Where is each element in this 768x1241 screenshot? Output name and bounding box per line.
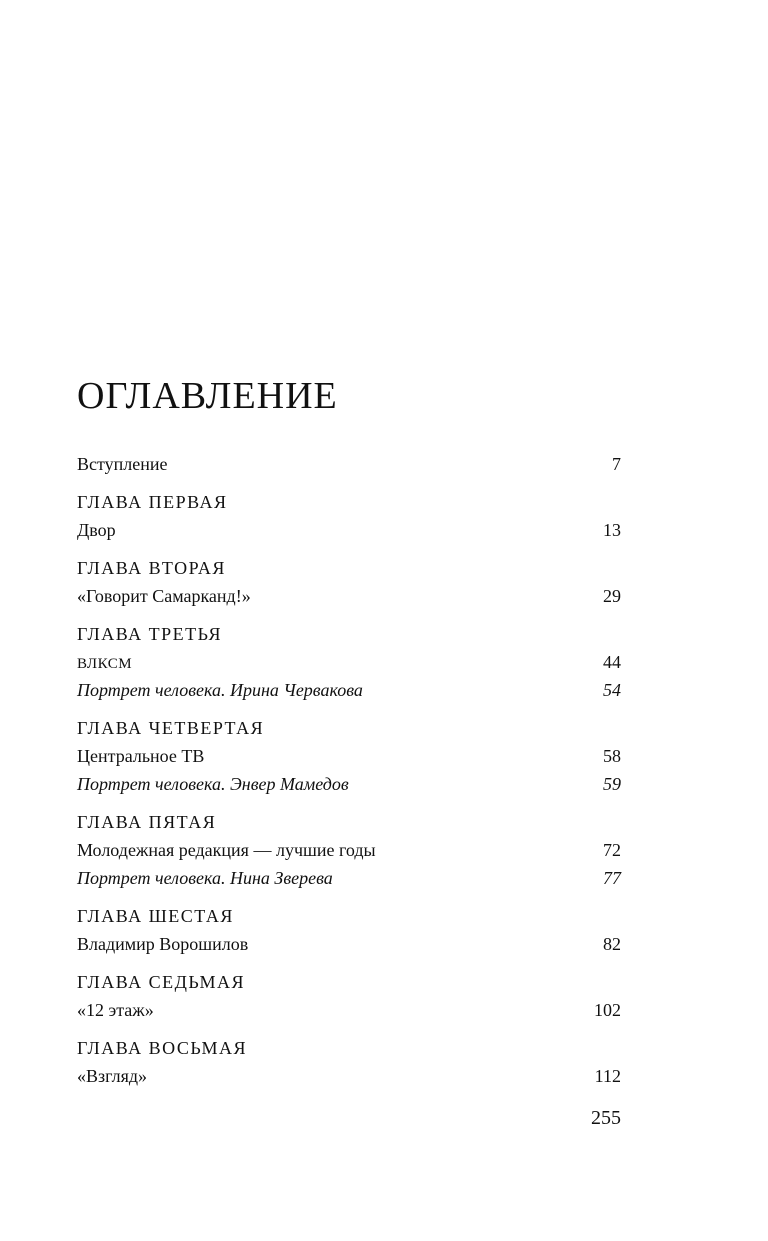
toc-entry: [77, 516, 621, 544]
toc-entry-title: «Говорит Самарканд!»: [77, 586, 251, 606]
chapter-heading: ГЛАВА ТРЕТЬЯ: [77, 624, 223, 644]
page-number: 255: [591, 1107, 621, 1129]
toc-entry-page: 112: [594, 1066, 621, 1086]
toc-entry-title: Центральное ТВ: [77, 746, 205, 766]
toc-entry-title: «Взгляд»: [77, 1066, 148, 1086]
book-page: [77, 0, 621, 1241]
toc-entry-title: Владимир Ворошилов: [77, 934, 249, 954]
toc-entry-page: 29: [603, 586, 621, 606]
toc-entry-title: Портрет человека. Ирина Червакова: [77, 680, 363, 700]
toc-entry-title: Портрет человека. Нина Зверева: [77, 868, 333, 888]
toc-entry-title: «12 этаж»: [77, 1000, 154, 1020]
toc-entry-page: 54: [603, 680, 621, 700]
toc-entry-intro: [77, 450, 621, 478]
toc-entry-title: Портрет человека. Энвер Мамедов: [77, 774, 349, 794]
toc-entry: [77, 742, 621, 770]
toc-entry-page: 77: [603, 868, 621, 888]
toc-entry-page: 44: [603, 652, 621, 672]
toc-entry-page: 82: [603, 934, 621, 954]
toc-entry: [77, 676, 621, 704]
chapter-heading: ГЛАВА ПЯТАЯ: [77, 812, 217, 832]
toc-entry: [77, 582, 621, 610]
toc-entry: [77, 836, 621, 864]
chapter-heading: ГЛАВА ЧЕТВЕРТАЯ: [77, 718, 265, 738]
toc-entry: [77, 1062, 621, 1090]
toc-entry-title: Двор: [77, 520, 116, 540]
toc-entry-page: 13: [603, 520, 621, 540]
table-of-contents: [77, 450, 621, 1090]
toc-entry: [77, 648, 621, 676]
toc-entry-page: 102: [594, 1000, 621, 1020]
chapter-heading: ГЛАВА ВОСЬМАЯ: [77, 1038, 247, 1058]
toc-entry-title: Вступление: [77, 454, 168, 474]
chapter-heading: ГЛАВА СЕДЬМАЯ: [77, 972, 246, 992]
toc-entry: [77, 864, 621, 892]
chapter-heading: ГЛАВА ПЕРВАЯ: [77, 492, 228, 512]
toc-entry: [77, 996, 621, 1024]
page-title: ОГЛАВЛЕНИЕ: [77, 375, 338, 417]
toc-entry-title: ВЛКСМ: [77, 656, 133, 672]
toc-entry-page: 59: [603, 774, 621, 794]
chapter-heading: ГЛАВА ВТОРАЯ: [77, 558, 226, 578]
toc-entry: [77, 770, 621, 798]
toc-entry-title: Молодежная редакция — лучшие годы: [77, 840, 376, 860]
toc-entry: [77, 930, 621, 958]
toc-entry-page: 72: [603, 840, 621, 860]
toc-entry-page: 58: [603, 746, 621, 766]
chapter-heading: ГЛАВА ШЕСТАЯ: [77, 906, 234, 926]
toc-entry-page: 7: [612, 454, 621, 474]
